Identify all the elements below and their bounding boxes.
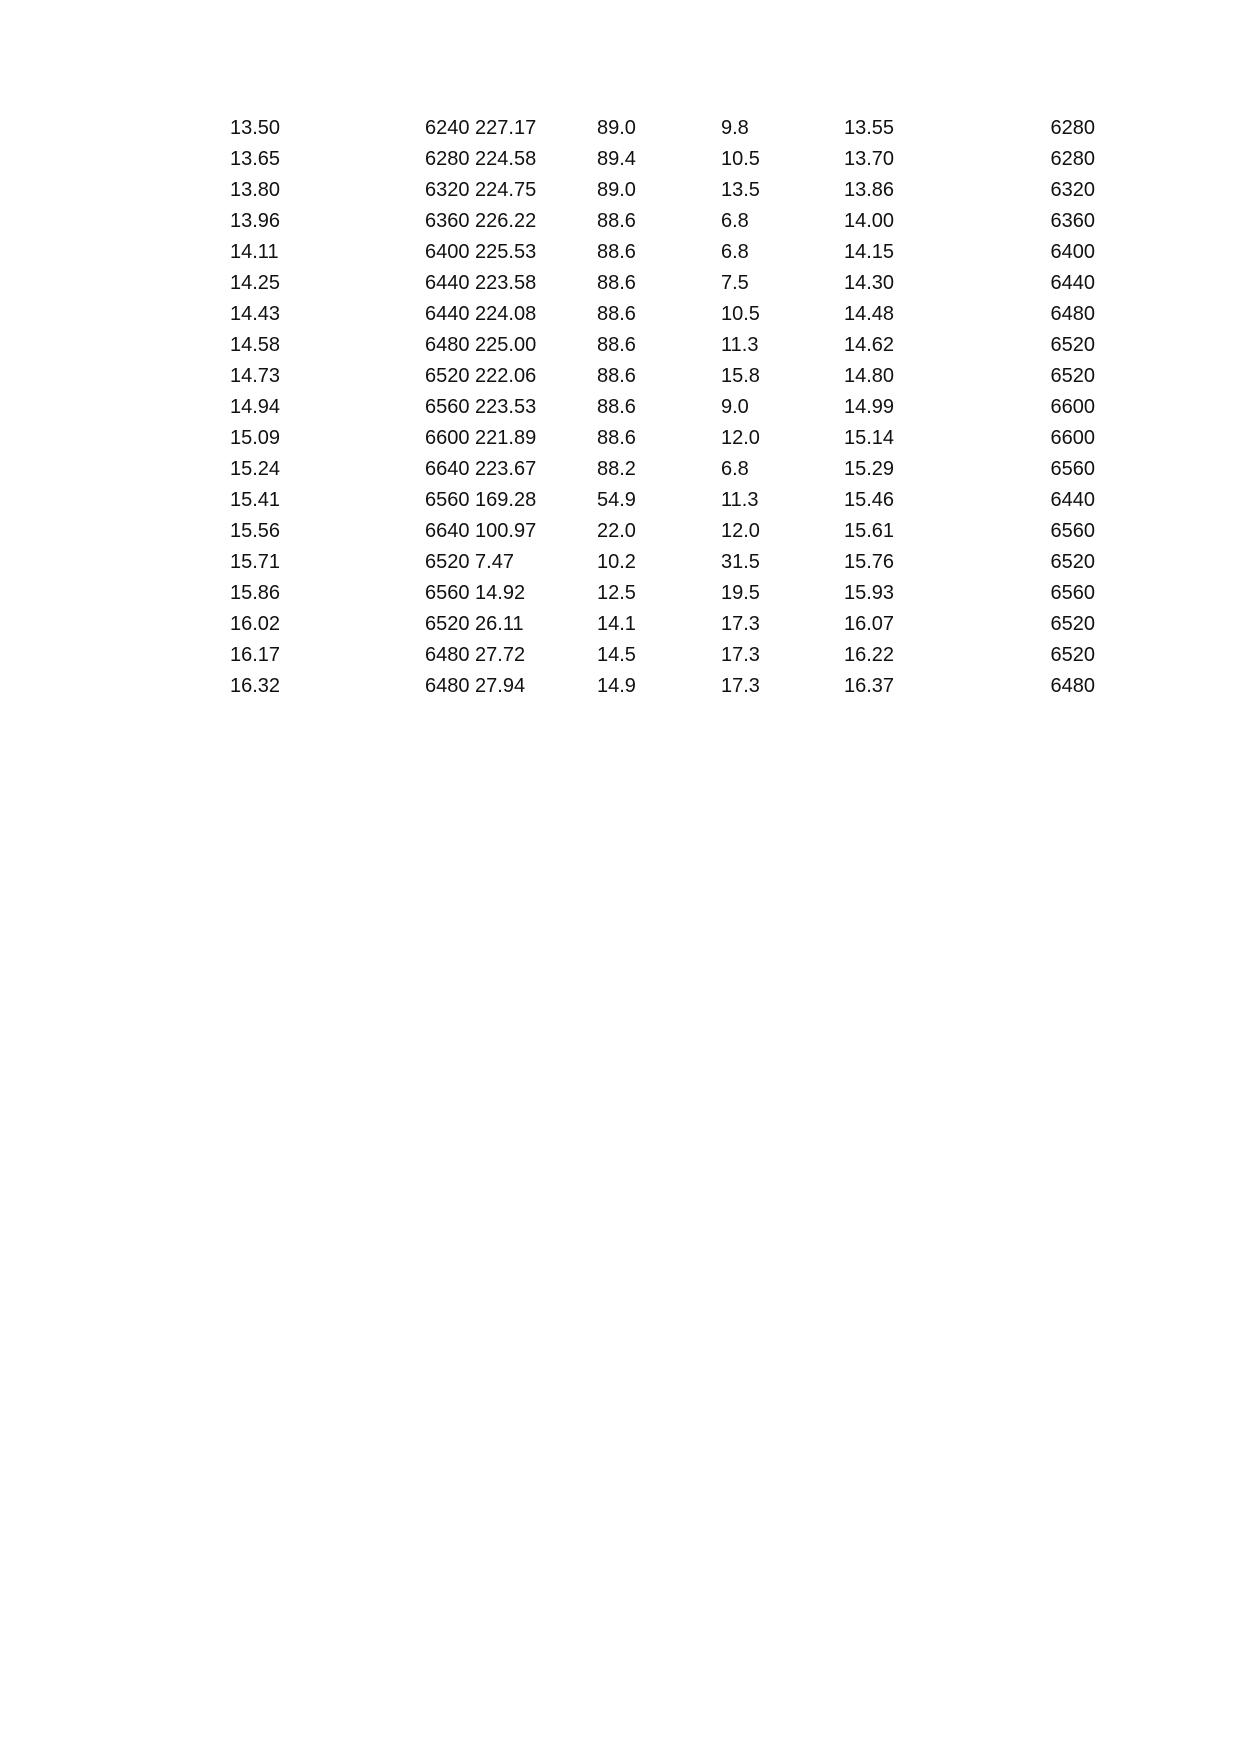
table-cell: 10.2 [597,551,636,573]
table-cell: 6560 223.53 [425,396,537,418]
table-cell: 13.5 [721,179,760,201]
table-cell: 13.80 [230,179,281,201]
table-cell: 6440 [1050,489,1095,511]
table-cell: 6240 227.17 [425,117,537,139]
table-cell: 6280 [1050,117,1095,139]
table-cell: 12.0 [721,520,760,542]
table-cell: 6560 [1050,520,1095,542]
table-cell: 13.96 [230,210,281,232]
table-cell: 14.99 [844,396,895,418]
table-row [230,671,1095,702]
table-cell: 13.86 [844,179,895,201]
table-cell: 6520 222.06 [425,365,537,387]
table-cell: 15.61 [844,520,895,542]
table-cell: 14.94 [230,396,281,418]
table-cell: 6480 [1050,303,1095,325]
table-cell: 88.6 [597,210,636,232]
table-cell: 88.6 [597,272,636,294]
table-cell: 6560 14.92 [425,582,526,604]
table-cell: 6.8 [721,241,749,263]
table-cell: 14.73 [230,365,281,387]
table-cell: 88.6 [597,396,636,418]
table-cell: 15.09 [230,427,281,449]
table-cell: 15.86 [230,582,281,604]
table-cell: 14.5 [597,644,636,666]
table-cell: 16.37 [844,675,895,697]
table-cell: 88.6 [597,241,636,263]
table-cell: 6560 169.28 [425,489,537,511]
table-cell: 6480 [1050,675,1095,697]
table-cell: 14.30 [844,272,895,294]
table-body [230,113,1095,702]
table-cell: 17.3 [721,675,760,697]
table-row [230,454,1095,485]
table-cell: 6520 [1050,365,1095,387]
table-cell: 9.0 [721,396,749,418]
table-row [230,640,1095,671]
table-row [230,392,1095,423]
table-cell: 6520 7.47 [425,551,514,573]
table-row [230,516,1095,547]
table-cell: 13.55 [844,117,895,139]
table-cell: 6600 221.89 [425,427,537,449]
table-cell: 6360 [1050,210,1095,232]
table-cell: 88.6 [597,365,636,387]
table-cell: 14.80 [844,365,895,387]
table-cell: 6520 [1050,551,1095,573]
table-cell: 6480 27.94 [425,675,526,697]
table-cell: 15.14 [844,427,895,449]
table-cell: 14.9 [597,675,636,697]
table-cell: 16.17 [230,644,281,666]
table-cell: 6520 26.11 [425,613,524,635]
table-cell: 13.50 [230,117,281,139]
table-cell: 89.0 [597,179,636,201]
table-cell: 13.70 [844,148,895,170]
table-cell: 6480 225.00 [425,334,537,356]
table-cell: 6640 223.67 [425,458,537,480]
table-cell: 15.41 [230,489,281,511]
table-cell: 16.07 [844,613,895,635]
table-cell: 15.76 [844,551,895,573]
table-cell: 14.1 [597,613,636,635]
table-cell: 6640 100.97 [425,520,537,542]
table-cell: 6440 223.58 [425,272,537,294]
table-cell: 6280 [1050,148,1095,170]
table-cell: 6520 [1050,613,1095,635]
table-row [230,113,1095,144]
table-row [230,547,1095,578]
table-cell: 9.8 [721,117,749,139]
table-cell: 6560 [1050,458,1095,480]
table-row [230,361,1095,392]
table-row [230,175,1095,206]
table-cell: 6280 224.58 [425,148,537,170]
table-cell: 14.15 [844,241,895,263]
table-cell: 54.9 [597,489,636,511]
table-cell: 14.25 [230,272,281,294]
table-cell: 14.11 [230,241,279,263]
table-cell: 88.2 [597,458,636,480]
table-row [230,578,1095,609]
table-cell: 13.65 [230,148,281,170]
table-cell: 6320 224.75 [425,179,537,201]
table-cell: 16.32 [230,675,281,697]
table-cell: 88.6 [597,303,636,325]
table-cell: 16.22 [844,644,895,666]
table-cell: 6600 [1050,396,1095,418]
table-cell: 31.5 [721,551,760,573]
table-row [230,423,1095,454]
table-cell: 12.0 [721,427,760,449]
table-cell: 10.5 [721,303,760,325]
table-cell: 15.71 [230,551,281,573]
table-cell: 11.3 [721,334,759,356]
table-row [230,206,1095,237]
table-cell: 6560 [1050,582,1095,604]
table-cell: 11.3 [721,489,759,511]
table-cell: 17.3 [721,613,760,635]
table-row [230,268,1095,299]
table-cell: 6400 225.53 [425,241,537,263]
table-cell: 17.3 [721,644,760,666]
table-cell: 6400 [1050,241,1095,263]
table-row [230,485,1095,516]
data-table [230,113,1095,702]
table-cell: 6480 27.72 [425,644,526,666]
table-cell: 6520 [1050,334,1095,356]
table-cell: 16.02 [230,613,281,635]
table-row [230,237,1095,268]
table-cell: 15.24 [230,458,281,480]
table-cell: 6440 224.08 [425,303,537,325]
table-cell: 6.8 [721,458,749,480]
table-cell: 89.4 [597,148,636,170]
table-cell: 6440 [1050,272,1095,294]
table-row [230,609,1095,640]
table-cell: 15.29 [844,458,895,480]
table-cell: 88.6 [597,334,636,356]
table-cell: 88.6 [597,427,636,449]
table-cell: 15.46 [844,489,895,511]
table-cell: 14.43 [230,303,281,325]
table-cell: 15.8 [721,365,760,387]
table-cell: 6320 [1050,179,1095,201]
table-row [230,299,1095,330]
table-cell: 6600 [1050,427,1095,449]
table-cell: 15.93 [844,582,895,604]
table-cell: 15.56 [230,520,281,542]
table-cell: 14.48 [844,303,895,325]
table-cell: 89.0 [597,117,636,139]
table-cell: 10.5 [721,148,760,170]
table-cell: 7.5 [721,272,749,294]
table-cell: 14.62 [844,334,895,356]
table-cell: 19.5 [721,582,760,604]
table-cell: 14.58 [230,334,281,356]
table-row [230,330,1095,361]
table-cell: 14.00 [844,210,895,232]
table-cell: 6360 226.22 [425,210,537,232]
table-cell: 6520 [1050,644,1095,666]
table-cell: 6.8 [721,210,749,232]
table-cell: 22.0 [597,520,636,542]
table-cell: 12.5 [597,582,636,604]
table-row [230,144,1095,175]
